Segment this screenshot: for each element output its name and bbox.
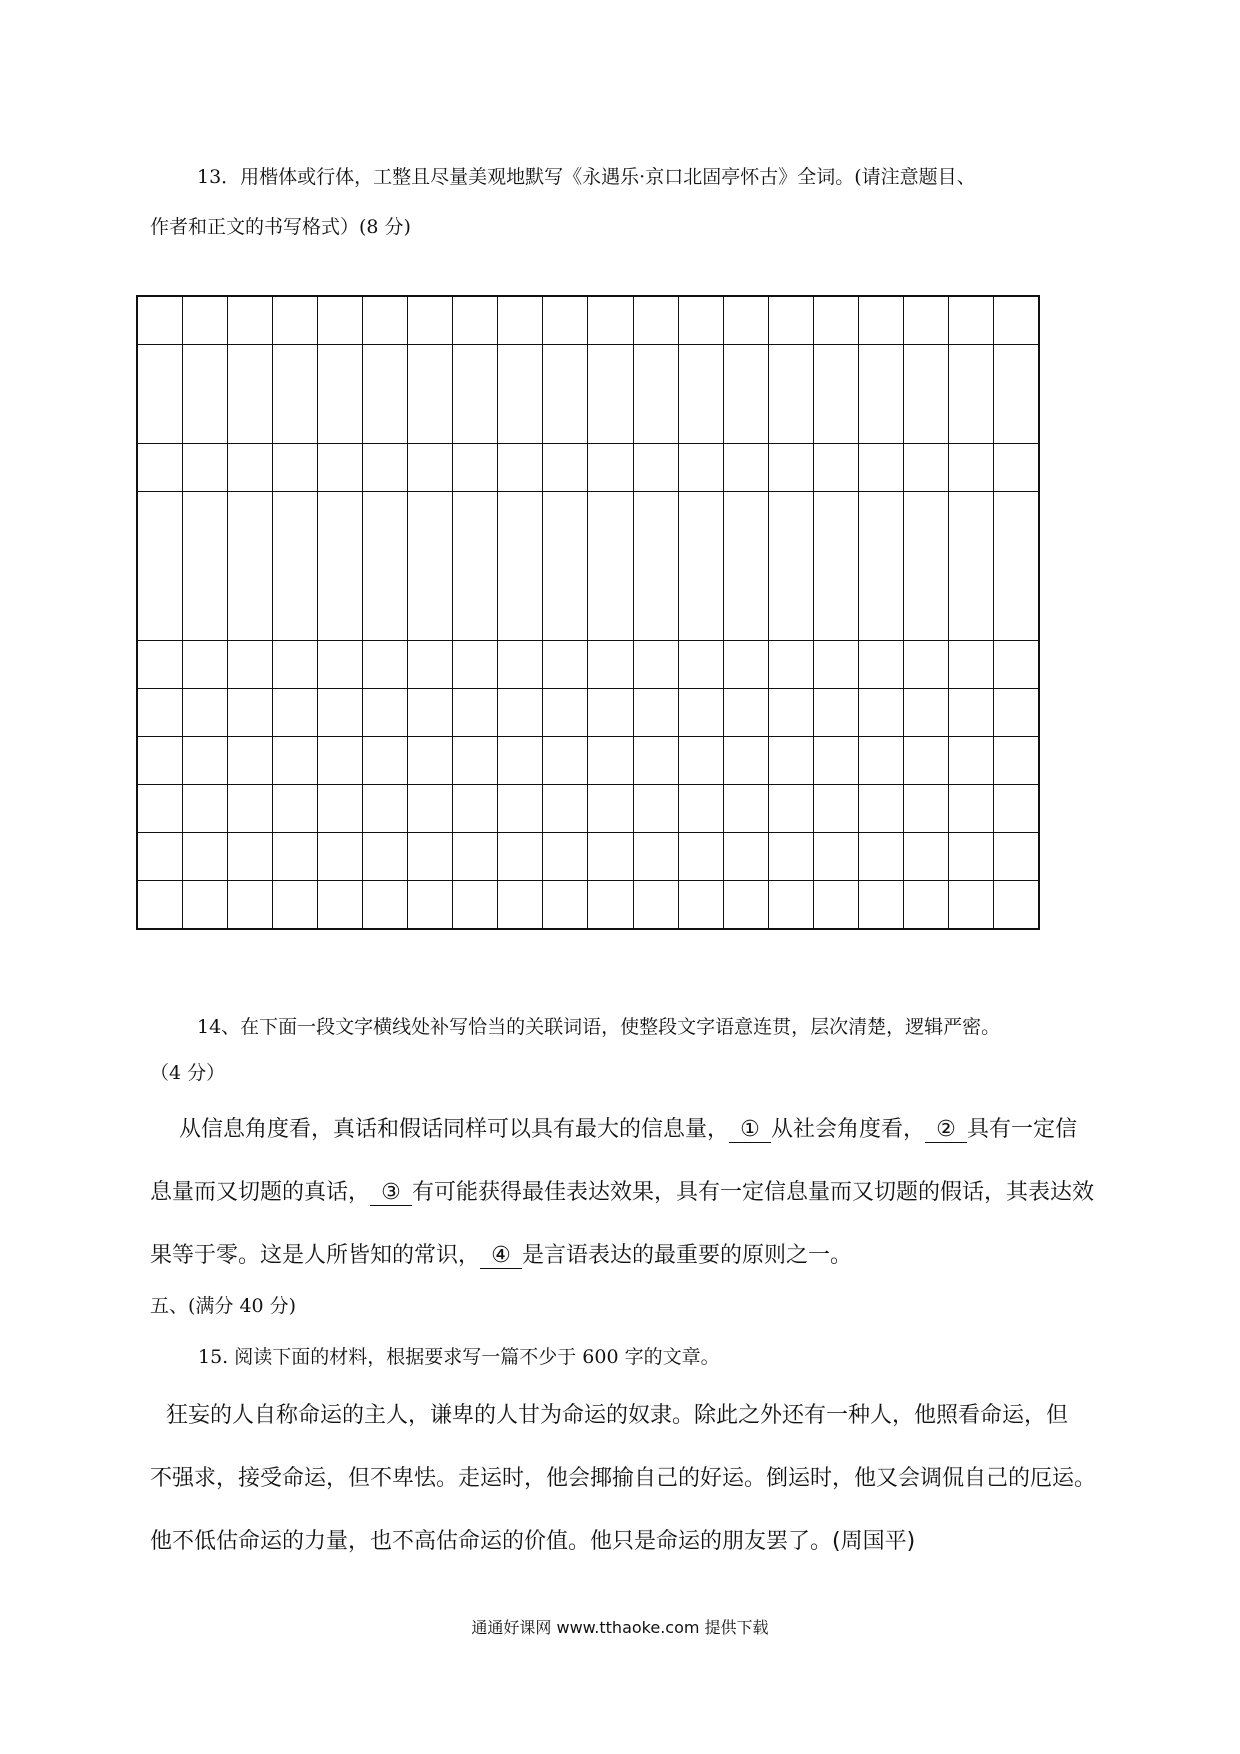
grid-cell[interactable]: [317, 297, 362, 344]
grid-cell[interactable]: [272, 492, 317, 640]
grid-cell[interactable]: [182, 297, 227, 344]
grid-cell[interactable]: [587, 641, 632, 688]
grid-cell[interactable]: [587, 345, 632, 443]
blank-3[interactable]: ③: [370, 1181, 412, 1206]
grid-cell[interactable]: [993, 881, 1038, 928]
material-line-1: 狂妄的人自称命运的主人，谦卑的人甘为命运的奴隶。除此之外还有一种人，他照看命运，但: [166, 1403, 1069, 1428]
grid-cell[interactable]: [227, 689, 272, 736]
grid-cell[interactable]: [587, 833, 632, 880]
grid-row: [138, 443, 1038, 491]
grid-cell[interactable]: [678, 492, 723, 640]
q14-paragraph-line-3: [150, 1238, 852, 1269]
grid-cell[interactable]: [587, 737, 632, 784]
grid-cell[interactable]: [317, 737, 362, 784]
grid-cell[interactable]: [633, 444, 678, 491]
grid-cell[interactable]: [813, 444, 858, 491]
grid-cell[interactable]: [993, 833, 1038, 880]
grid-cell[interactable]: [362, 641, 407, 688]
grid-cell[interactable]: [723, 785, 768, 832]
grid-cell[interactable]: [903, 297, 948, 344]
grid-cell[interactable]: [813, 689, 858, 736]
grid-cell[interactable]: [633, 737, 678, 784]
material-line-2: 不强求，接受命运，但不卑怯。走运时，他会揶揄自己的好运。倒运时，他又会调侃自己的厄运。: [150, 1466, 1097, 1491]
grid-cell[interactable]: [317, 833, 362, 880]
section-5-heading: 五、(满分 40 分): [150, 1295, 297, 1317]
grid-cell[interactable]: [723, 492, 768, 640]
grid-cell[interactable]: [182, 444, 227, 491]
grid-cell[interactable]: [182, 833, 227, 880]
grid-cell[interactable]: [362, 345, 407, 443]
grid-cell[interactable]: [407, 785, 452, 832]
grid-cell[interactable]: [948, 833, 993, 880]
grid-cell[interactable]: [768, 737, 813, 784]
grid-cell[interactable]: [227, 444, 272, 491]
grid-cell[interactable]: [138, 345, 182, 443]
grid-cell[interactable]: [138, 833, 182, 880]
grid-cell[interactable]: [813, 297, 858, 344]
grid-cell[interactable]: [587, 444, 632, 491]
q14-paragraph-line-2: [150, 1175, 1094, 1206]
grid-cell[interactable]: [858, 297, 903, 344]
grid-cell[interactable]: [903, 345, 948, 443]
grid-cell[interactable]: [768, 345, 813, 443]
grid-cell[interactable]: [948, 297, 993, 344]
grid-cell[interactable]: [723, 737, 768, 784]
q14-line-1: 14、在下面一段文字横线处补写恰当的关联词语，使整段文字语意连贯，层次清楚，逻辑严密。: [197, 1016, 1001, 1038]
grid-cell[interactable]: [362, 833, 407, 880]
blank-2[interactable]: ②: [925, 1118, 967, 1143]
grid-row: [138, 491, 1038, 640]
q14-line-2: （4 分）: [150, 1062, 226, 1084]
grid-cell[interactable]: [723, 833, 768, 880]
grid-cell[interactable]: [858, 641, 903, 688]
q14-text: 具有一定信: [967, 1117, 1078, 1142]
grid-cell[interactable]: [723, 345, 768, 443]
grid-cell[interactable]: [407, 737, 452, 784]
grid-cell[interactable]: [407, 881, 452, 928]
q13-line-1: 13．用楷体或行体，工整且尽量美观地默写《永遇乐·京口北固亭怀古》全词。(请注意题目、: [197, 166, 976, 188]
grid-cell[interactable]: [497, 297, 542, 344]
grid-cell[interactable]: [362, 785, 407, 832]
grid-cell[interactable]: [407, 833, 452, 880]
grid-cell[interactable]: [948, 785, 993, 832]
grid-cell[interactable]: [227, 641, 272, 688]
grid-cell[interactable]: [903, 833, 948, 880]
grid-cell[interactable]: [813, 737, 858, 784]
grid-cell[interactable]: [407, 492, 452, 640]
grid-cell[interactable]: [858, 833, 903, 880]
grid-cell[interactable]: [768, 833, 813, 880]
grid-cell[interactable]: [542, 785, 587, 832]
grid-cell[interactable]: [542, 297, 587, 344]
grid-cell[interactable]: [993, 492, 1038, 640]
grid-cell[interactable]: [317, 689, 362, 736]
grid-cell[interactable]: [542, 492, 587, 640]
grid-cell[interactable]: [993, 737, 1038, 784]
grid-cell[interactable]: [138, 785, 182, 832]
q14-text: 果等于零。这是人所皆知的常识，: [150, 1243, 481, 1268]
grid-cell[interactable]: [678, 444, 723, 491]
grid-cell[interactable]: [272, 833, 317, 880]
grid-cell[interactable]: [723, 641, 768, 688]
grid-cell[interactable]: [138, 444, 182, 491]
grid-cell[interactable]: [452, 833, 497, 880]
grid-cell[interactable]: [182, 881, 227, 928]
grid-cell[interactable]: [858, 492, 903, 640]
grid-cell[interactable]: [723, 444, 768, 491]
grid-cell[interactable]: [678, 345, 723, 443]
grid-cell[interactable]: [903, 785, 948, 832]
grid-cell[interactable]: [678, 641, 723, 688]
grid-cell[interactable]: [542, 833, 587, 880]
grid-cell[interactable]: [182, 641, 227, 688]
grid-cell[interactable]: [633, 345, 678, 443]
grid-cell[interactable]: [723, 881, 768, 928]
grid-cell[interactable]: [272, 689, 317, 736]
grid-cell[interactable]: [948, 444, 993, 491]
grid-cell[interactable]: [317, 785, 362, 832]
grid-cell[interactable]: [858, 444, 903, 491]
grid-cell[interactable]: [272, 345, 317, 443]
grid-cell[interactable]: [542, 737, 587, 784]
grid-cell[interactable]: [903, 737, 948, 784]
grid-cell[interactable]: [227, 345, 272, 443]
grid-cell[interactable]: [452, 345, 497, 443]
grid-row: [138, 784, 1038, 832]
grid-cell[interactable]: [542, 641, 587, 688]
grid-cell[interactable]: [633, 641, 678, 688]
grid-cell[interactable]: [542, 444, 587, 491]
grid-cell[interactable]: [272, 737, 317, 784]
grid-cell[interactable]: [633, 833, 678, 880]
grid-cell[interactable]: [272, 297, 317, 344]
grid-cell[interactable]: [813, 641, 858, 688]
grid-cell[interactable]: [362, 492, 407, 640]
grid-cell[interactable]: [678, 297, 723, 344]
grid-cell[interactable]: [452, 785, 497, 832]
grid-cell[interactable]: [678, 689, 723, 736]
grid-cell[interactable]: [138, 881, 182, 928]
grid-cell[interactable]: [768, 881, 813, 928]
grid-cell[interactable]: [587, 689, 632, 736]
grid-cell[interactable]: [272, 641, 317, 688]
grid-cell[interactable]: [452, 444, 497, 491]
grid-cell[interactable]: [497, 737, 542, 784]
grid-cell[interactable]: [993, 297, 1038, 344]
grid-cell[interactable]: [317, 641, 362, 688]
grid-cell[interactable]: [452, 737, 497, 784]
grid-row: [138, 344, 1038, 443]
grid-cell[interactable]: [993, 345, 1038, 443]
grid-cell[interactable]: [362, 444, 407, 491]
writing-grid[interactable]: [136, 295, 1040, 930]
grid-cell[interactable]: [452, 881, 497, 928]
grid-cell[interactable]: [768, 444, 813, 491]
grid-cell[interactable]: [587, 297, 632, 344]
grid-cell[interactable]: [227, 737, 272, 784]
grid-cell[interactable]: [993, 689, 1038, 736]
grid-cell[interactable]: [362, 689, 407, 736]
grid-cell[interactable]: [858, 881, 903, 928]
grid-cell[interactable]: [813, 833, 858, 880]
grid-cell[interactable]: [768, 641, 813, 688]
grid-cell[interactable]: [858, 737, 903, 784]
grid-cell[interactable]: [407, 345, 452, 443]
grid-cell[interactable]: [227, 297, 272, 344]
grid-cell[interactable]: [858, 345, 903, 443]
grid-cell[interactable]: [138, 641, 182, 688]
grid-cell[interactable]: [317, 492, 362, 640]
grid-cell[interactable]: [678, 833, 723, 880]
material-line-3: 他不低估命运的力量，也不高估命运的价值。他只是命运的朋友罢了。(周国平): [150, 1529, 916, 1554]
q14-text: 从社会角度看，: [771, 1117, 926, 1142]
grid-cell[interactable]: [813, 785, 858, 832]
grid-cell[interactable]: [407, 297, 452, 344]
grid-cell[interactable]: [182, 492, 227, 640]
grid-cell[interactable]: [182, 345, 227, 443]
grid-cell[interactable]: [452, 492, 497, 640]
grid-row: [138, 640, 1038, 688]
grid-cell[interactable]: [948, 492, 993, 640]
grid-cell[interactable]: [227, 881, 272, 928]
grid-cell[interactable]: [362, 881, 407, 928]
grid-cell[interactable]: [452, 641, 497, 688]
q14-text: 有可能获得最佳表达效果，具有一定信息量而又切题的假话，其表达效: [412, 1180, 1095, 1205]
grid-cell[interactable]: [993, 641, 1038, 688]
grid-cell[interactable]: [497, 881, 542, 928]
q14-text: 从信息角度看，真话和假话同样可以具有最大的信息量，: [179, 1117, 730, 1142]
grid-cell[interactable]: [272, 785, 317, 832]
grid-cell[interactable]: [903, 641, 948, 688]
grid-cell[interactable]: [182, 785, 227, 832]
grid-row: [138, 880, 1038, 928]
q14-text: 是言语表达的最重要的原则之一。: [522, 1243, 853, 1268]
grid-cell[interactable]: [948, 345, 993, 443]
grid-cell[interactable]: [317, 444, 362, 491]
grid-cell[interactable]: [407, 444, 452, 491]
grid-cell[interactable]: [407, 689, 452, 736]
grid-cell[interactable]: [678, 785, 723, 832]
grid-cell[interactable]: [678, 737, 723, 784]
grid-cell[interactable]: [407, 641, 452, 688]
grid-cell[interactable]: [362, 297, 407, 344]
grid-cell[interactable]: [678, 881, 723, 928]
grid-cell[interactable]: [497, 444, 542, 491]
blank-1[interactable]: ①: [729, 1118, 771, 1143]
grid-cell[interactable]: [948, 881, 993, 928]
grid-cell[interactable]: [633, 689, 678, 736]
grid-cell[interactable]: [138, 689, 182, 736]
grid-cell[interactable]: [227, 492, 272, 640]
grid-cell[interactable]: [587, 785, 632, 832]
grid-cell[interactable]: [587, 881, 632, 928]
grid-cell[interactable]: [723, 689, 768, 736]
grid-cell[interactable]: [272, 444, 317, 491]
grid-cell[interactable]: [948, 689, 993, 736]
grid-cell[interactable]: [633, 492, 678, 640]
grid-cell[interactable]: [138, 492, 182, 640]
blank-4[interactable]: ④: [480, 1244, 522, 1269]
grid-cell[interactable]: [497, 833, 542, 880]
grid-cell[interactable]: [813, 492, 858, 640]
grid-cell[interactable]: [813, 881, 858, 928]
grid-cell[interactable]: [138, 297, 182, 344]
grid-cell[interactable]: [182, 689, 227, 736]
grid-cell[interactable]: [993, 785, 1038, 832]
grid-cell[interactable]: [723, 297, 768, 344]
grid-cell[interactable]: [633, 881, 678, 928]
grid-cell[interactable]: [452, 297, 497, 344]
q14-paragraph-line-1: [179, 1112, 1077, 1143]
grid-cell[interactable]: [813, 345, 858, 443]
grid-row: [138, 832, 1038, 880]
grid-cell[interactable]: [768, 785, 813, 832]
grid-row: [138, 736, 1038, 784]
grid-cell[interactable]: [542, 345, 587, 443]
grid-row: [138, 688, 1038, 736]
grid-cell[interactable]: [993, 444, 1038, 491]
grid-cell[interactable]: [633, 785, 678, 832]
grid-cell[interactable]: [587, 492, 632, 640]
grid-cell[interactable]: [227, 785, 272, 832]
grid-cell[interactable]: [903, 492, 948, 640]
grid-cell[interactable]: [903, 689, 948, 736]
grid-cell[interactable]: [768, 297, 813, 344]
grid-cell[interactable]: [542, 689, 587, 736]
grid-cell[interactable]: [182, 737, 227, 784]
grid-cell[interactable]: [272, 881, 317, 928]
grid-cell[interactable]: [948, 737, 993, 784]
grid-cell[interactable]: [768, 492, 813, 640]
grid-cell[interactable]: [768, 689, 813, 736]
grid-cell[interactable]: [362, 737, 407, 784]
grid-cell[interactable]: [227, 833, 272, 880]
grid-cell[interactable]: [497, 689, 542, 736]
grid-row: [138, 297, 1038, 344]
grid-cell[interactable]: [903, 881, 948, 928]
grid-cell[interactable]: [452, 689, 497, 736]
grid-cell[interactable]: [903, 444, 948, 491]
grid-cell[interactable]: [542, 881, 587, 928]
grid-cell[interactable]: [497, 492, 542, 640]
q15-prompt: 15. 阅读下面的材料，根据要求写一篇不少于 600 字的文章。: [198, 1346, 720, 1368]
footer-text: 通通好课网 www.tthaoke.com 提供下载: [471, 1618, 769, 1637]
grid-cell[interactable]: [633, 297, 678, 344]
grid-cell[interactable]: [138, 737, 182, 784]
q13-line-2: 作者和正文的书写格式）(8 分): [150, 216, 411, 238]
grid-cell[interactable]: [497, 641, 542, 688]
grid-cell[interactable]: [948, 641, 993, 688]
grid-cell[interactable]: [497, 785, 542, 832]
grid-cell[interactable]: [858, 785, 903, 832]
grid-cell[interactable]: [497, 345, 542, 443]
grid-cell[interactable]: [858, 689, 903, 736]
grid-cell[interactable]: [317, 881, 362, 928]
q14-text: 息量而又切题的真话，: [150, 1180, 371, 1205]
grid-cell[interactable]: [317, 345, 362, 443]
